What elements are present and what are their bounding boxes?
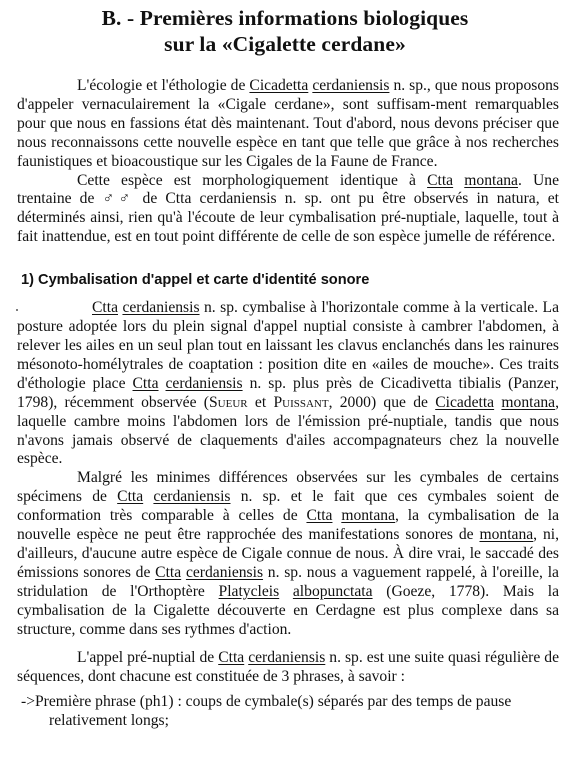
species-name: albopunctata (292, 582, 373, 600)
text-run: , 2000) que de (328, 393, 436, 411)
section-title (17, 0, 559, 57)
species-name: cerdaniensis (165, 374, 243, 392)
text-run (279, 583, 293, 600)
paragraph-intro (17, 77, 559, 172)
text-run: , laquelle cambre moins l'abdomen lors de l'émission pré-nuptiale, tandis que nous n'avons jamais observé de claquements d'ailes accompagnateurs chez la nouvelle espèce. (17, 393, 559, 468)
genus-name: Cicadetta (249, 77, 309, 94)
species-name: cerdaniensis (248, 649, 326, 667)
text-run: n. sp., que nous proposons d'appeler vernaculairement la «Cigale cerdane», sont suffisam-ment remarquables pour que nous en fassions état dès maintenant. Tout d'abord, nous devons préciser que nous reconnaissons cette nouvelle espèce en tant que telle que grâce à nos recherches faunistiques et bioacoustique sur les Cigales de la Faune de France. (17, 77, 560, 170)
genus-abbreviation: Ctta (427, 171, 454, 189)
text-run: , la cymbalisation de la nouvelle espèce ne peut être rapprochée des manifestations sonores de (17, 507, 560, 544)
species-name: montana (341, 507, 396, 525)
species-name: cerdaniensis (185, 563, 264, 581)
paragraph-posture (17, 299, 559, 469)
species-name: cerdaniensis (312, 77, 390, 94)
genus-name: Cicadetta (435, 393, 495, 411)
list-item-phrase-1: ->Première phrase (ph1) : coups de cymbale(s) séparés par des temps de pause relativement longs; (21, 693, 512, 730)
genus-abbreviation: Ctta (92, 299, 118, 317)
text-run (143, 488, 153, 505)
section-title-line-2: sur la «Cigalette cerdane» (164, 32, 406, 56)
genus-abbreviation: Ctta (218, 649, 245, 667)
author-name: Sueur (209, 393, 248, 411)
paragraph-cymbals (17, 469, 559, 639)
subsection-heading: 1) Cymbalisation d'appel et carte d'identité sonore (21, 272, 370, 289)
genus-abbreviation: Ctta (132, 374, 159, 392)
species-name: cerdaniensis (153, 488, 231, 506)
species-name: cerdaniensis (122, 299, 200, 317)
text-run: Cette espèce est morphologiquement identique à (77, 171, 428, 189)
genus-abbreviation: Ctta (117, 488, 144, 506)
genus-name: Platycleis (218, 582, 280, 600)
text-run: L'appel pré-nuptial de (77, 649, 219, 667)
text-run: n. sp. plus près de Cicadivetta tibialis (Panzer, 1798), récemment observée ( (17, 374, 559, 411)
text-run: (Goeze, 1778). Mais la cymbalisation de la Cigalette découverte en Cerdagne est plus complexe dans sa structure, comme dans ses rythmes d'action. (17, 582, 559, 638)
author-name: Puissant (273, 393, 329, 411)
text-run: n. sp. cymbalise à l'horizontale comme à la verticale. La posture adoptée lors du plein signal d'appel nuptial consiste à cambrer l'abdomen, à relever les ailes en un seul plan tout en laissant les clavus enclanchés dans les rainures mésonoto-homélytrales de coaptation : position dite en «ailes de mouche». Ces traits d'éthologie place (17, 299, 559, 392)
text-run: et (247, 393, 274, 411)
text-run (453, 172, 464, 189)
scan-speck (16, 309, 18, 311)
text-run (332, 507, 341, 524)
text-run: n. sp. et le fait que ces cymbales soient de conformation très comparable à celles de (17, 488, 559, 525)
text-run: Malgré les minimes différences observées sur les cymbales de certains spécimens de (17, 469, 559, 506)
species-name: montana (501, 393, 556, 411)
section-title-line-1: B. - Premières informations biologiques (101, 6, 469, 30)
text-run (159, 375, 166, 392)
text-run: , ni, d'ailleurs, d'aucune autre espèce de Cigale connue de nous. À dire vrai, le saccadé des émissions sonores de (17, 526, 559, 581)
text-run: n. sp. est une suite quasi régulière de séquences, dont chacune est constituée de 3 phrases, à savoir : (17, 649, 560, 686)
species-name: montana (479, 526, 534, 544)
text-run: n. sp. nous a vaguement rappelé, à l'oreille, la stridulation de l'Orthoptère (17, 563, 559, 600)
paragraph-call-structure (17, 649, 559, 687)
genus-abbreviation: Ctta (155, 563, 182, 581)
genus-abbreviation: Ctta (306, 507, 333, 525)
text-run: . Une trentaine de ♂♂ de Ctta cerdaniensis n. sp. ont pu être observés in natura, et déterminés ainsi, rien qu'à l'écoute de leur cymbalisation pré-nuptiale, laquelle, tout à fait inattendue, est en tout point différente de celle de son espèce jumelle de référence. (17, 171, 559, 246)
species-name: montana (464, 171, 518, 189)
text-run: L'écologie et l'éthologie de (77, 77, 250, 94)
paragraph-morphology (17, 172, 559, 248)
